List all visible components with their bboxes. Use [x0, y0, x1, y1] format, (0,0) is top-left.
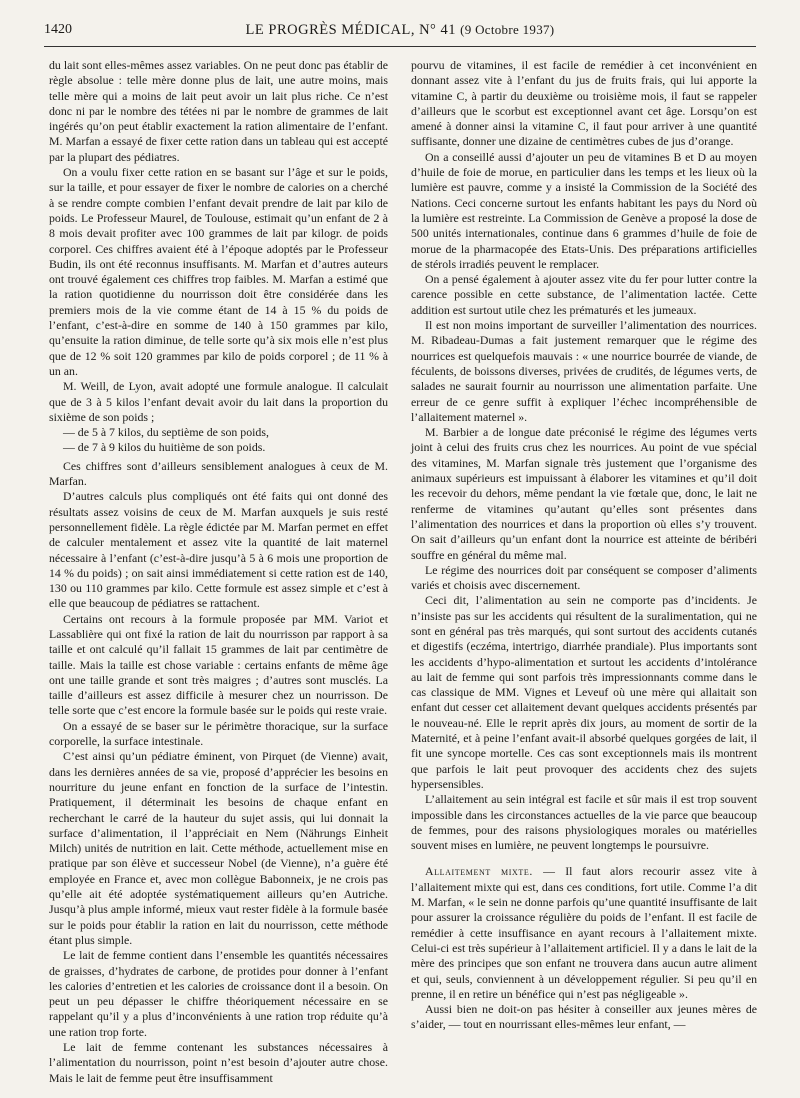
left-column [49, 58, 388, 1086]
running-title [44, 22, 756, 39]
paragraph: M. Weill, de Lyon, avait adopté une formule analogue. Il calculait que de 3 à 5 kilos l’enfant devait avoir du lait dans la proportion du sixième de son poids ; [49, 379, 388, 424]
paragraph: Le régime des nourrices doit par conséquent se composer d’aliments variés et choisis avec discernement. [411, 562, 757, 593]
journal-title: LE PROGRÈS MÉDICAL, N° 41 [245, 22, 456, 38]
paragraph: Le lait de femme contient dans l’ensemble les quantités nécessaires de graisses, d’hydrates de carbone, de protides pour donner à l’enfant les calories d’entretien et les calories de croissance dont il a besoin. On peut un peu dépasser le chiffre théoriquement nécessaire en se rappelant qu’il y a plus d’inconvénients à une ration trop réduite qu’à une ration trop forte. [49, 948, 388, 1039]
dash-item: — de 5 à 7 kilos, du septième de son poids, [63, 425, 269, 440]
section-text: Il faut alors recourir assez vite à l’allaitement mixte qui est, dans ces conditions, fort utile. Comme l’a dit M. Marfan, « le sein ne donne parfois qu’une quantité insuffisante de lait pour assurer la croissance régulière du poids de l’enfant. Il est facile de remédier à cette insuffisance en ayant recours à l’allaitement mixte. Celui-ci est très supérieur à l’allaitement artificiel. Il y a dans le lait de la mère des principes que son enfant ne trouvera dans aucun autre aliment et qui, seuls, conviennent à un développement régulier. Si peu qu’il en prenne, il en retire un bénéfice qui n’est pas négligeable ». [411, 864, 758, 1001]
paragraph: On a conseillé aussi d’ajouter un peu de vitamines B et D au moyen d’huile de foie de morue, en particulier dans les temps et les lieux où la lumière est pauvre, comme y a insisté la Commission de la Société des Nations. Ceci concerne surtout les enfants habitant les pays du Nord où la lumière est restreinte. La Commission de Genève a proposé la dose de 500 unités internationales, continue dans 6 grammes d’huile de foie de morue de la pharmacopée des Etats-Unis. Des préparations artificielles de stérols irradiés peuvent le remplacer. [411, 149, 757, 271]
paragraph: Le lait de femme contenant les substances nécessaires à l’alimentation du nourrisson, point n’est besoin d’ajouter autre chose. Mais le lait de femme peut être insuffisamment [49, 1040, 388, 1085]
issue-date: (9 Octobre 1937) [460, 22, 555, 37]
dash-item: — de 7 à 9 kilos du huitième de son poids. [63, 440, 266, 455]
paragraph: On a voulu fixer cette ration en se basant sur l’âge et sur le poids, sur la taille, et pour essayer de fixer le nombre de calories on a cherché à se rendre compte combien l’enfant devait prendre de lait par kilo de poids. Le Professeur Maurel, de Toulouse, estimait qu’un enfant de 2 à 8 mois devait profiter avec 100 grammes de lait par kilogr. de poids corporel. Ces chiffres avaient été à l’époque adoptés par le Professeur Budin, ils ont été reconnus insuffisants. M. Marfan et d’autres auteurs ont trouvé également ces chiffres trop faibles. M. Marfan a estimé que la ration quotidienne du nourrisson doit être considérée dans les premiers mois de la vie comme étant de 14 à 15 % du poids de l’enfant, c’est-à-dire en somme de 140 à 150 grammes par kilo, qu’ensuite la ration diminue, de telle sorte qu’à six mois elle n’est plus que de 12 % soit 120 grammes par kilo de poids corporel ; de 11 % à un an. [49, 165, 388, 378]
paragraph: D’autres calculs plus compliqués ont été faits qui ont donné des résultats assez voisins de ceux de M. Marfan auxquels je suis resté personnellement fidèle. La règle édictée par M. Marfan permet en effet de calculer mentalement et assez vite la quantité de lait maternel nécessaire à l’enfant (c’est-à-dire jusqu’à 5 à 6 mois une proportion de 14 % du poids) ; on sait ainsi immédiatement si cette ration est de 140, 130 ou 110 grammes par kilo. Cette formule est assez simple et c’est à elle que beaucoup de pédiatres se rattachent. [49, 489, 388, 611]
paragraph: pourvu de vitamines, il est facile de remédier à cet inconvénient en donnant assez vite à l’enfant du jus de fruits frais, qui lui apporte la vitamine C, à partir du deuxième ou troisième mois, il faut se rappeler d’ailleurs que le scorbut est exceptionnel avant cet âge. Lorsqu’on est amené à donner ainsi la vitamine C, il faut pour arriver à une quantité suffisante, donner une dizaine de centimètres cubes de jus d’orange. [411, 58, 757, 149]
paragraph: Il est non moins important de surveiller l’alimentation des nourrices. M. Ribadeau-Dumas a fait justement remarquer que le régime des nourrices est quelquefois mauvais : « une nourrice bourrée de viande, de féculents, de boissons diverses, privées de crudités, de légumes verts, de salades ne saurait fournir au nourrisson une alimentation parfaite. Une erreur de ce genre suffit à expliquer l’échec incompréhensible de l’allaitement maternel ». [411, 318, 757, 424]
paragraph: C’est ainsi qu’un pédiatre éminent, von Pirquet (de Vienne) avait, dans les dernières années de sa vie, proposé d’apprécier les besoins en nourriture du jeune enfant en fonction de la surface de l’intestin. Pratiquement, il déterminait les besoins de chaque enfant en recherchant le carré de la hauteur du sujet assis, qui lui donnait la surface d’alimentation, il l’appréciait en Nem (Nährungs Einheit Milch) unités de nutrition en lait. Cette méthode, actuellement mise en pratique par son élève et successeur Nobel (de Vienne), n’a guère été employée en France et, avec mon collègue Babonneix, je ne crois pas qu’elle ait été adoptée systématiquement ailleurs qu’en Autriche. Jusqu’à plus ample informé, mieux vaut rester fidèle à la formule basée sur le poids pour établir la ration en lait du nourrisson, cette méthode étant plus simple. [49, 749, 388, 947]
paragraph: du lait sont elles-mêmes assez variables. On ne peut donc pas établir de règle absolue : telle mère donne plus de lait, une autre moins, mais telle mère qui a moins de lait peut avoir un lait plus riche. Ce n’est donc ni par le nombre des tétées ni par le nombre de grammes de lait ingérés qu’on peut établir exactement la ration alimentaire de l’enfant. M. Marfan a essayé de fixer cette ration dans un tableau qui est accepté par la plupart des pédiatres. [49, 58, 388, 164]
paragraph: Certains ont recours à la formule proposée par MM. Variot et Lassablière qui ont fixé la ration de lait du nourrisson par rapport à sa taille et ont calculé qu’il fallait 15 grammes de lait par centimètre de taille. Mais la taille est chose variable : certains enfants de même âge ont une taille grande et sont très maigres ; d’autres sont musclés. La taille d’ailleurs est assez difficile à mesurer chez un nourrisson. De telle sorte que c’est encore la formule basée sur le poids qui reste vraie. [49, 611, 388, 718]
paragraph: On a essayé de se baser sur le périmètre thoracique, sur la surface corporelle, la surface intestinale. [49, 718, 388, 749]
paragraph: Ces chiffres sont d’ailleurs sensiblement analogues à ceux de M. Marfan. [49, 458, 388, 489]
right-column [411, 58, 757, 1033]
section-paragraph [411, 864, 757, 1002]
paragraph: On a pensé également à ajouter assez vite du fer pour lutter contre la carence possible en cette substance, de l’alimentation lactée. Cette addition est surtout utile chez les prématurés et les jumeaux. [411, 272, 757, 317]
header-rule [44, 46, 756, 47]
section-heading: Allaitement mixte. — [425, 864, 556, 879]
paragraph: Aussi bien ne doit-on pas hésiter à conseiller aux jeunes mères de s’aider, — tout en nourrissant elles-mêmes leur enfant, — [411, 1002, 757, 1032]
paragraph: L’allaitement au sein intégral est facile et sûr mais il est trop souvent impossible dans les circonstances actuelles de la vie parce que beaucoup de femmes, pour des raisons physiologiques morales ou matérielles souvent mises en lumière, ne peuvent longtemps le poursuivre. [411, 792, 757, 853]
paragraph: M. Barbier a de longue date préconisé le régime des légumes verts joint à celui des fruits crus chez les nourrices. Au point de vue spécial des vitamines, M. Marfan signale très justement que l’organisme des animaux supérieurs est impuissant à élaborer les vitamines et qu’il doit les recevoir du dehors, même pendant la vie fœtale que, donc, le lait ne renferme de vitamines qu’autant qu’elles sont présentes dans l’alimentation des nourrices et dans la proportion où elles s’y trouvent. On sait d’ailleurs qu’un enfant dont la nourrice est atteinte de béribéri souffre en général du même mal. [411, 425, 757, 562]
page-number: 1420 [44, 22, 72, 37]
page-header [44, 22, 756, 44]
paragraph: Ceci dit, l’alimentation au sein ne comporte pas d’incidents. Je n’insiste pas sur les accidents qui résultent de la suralimentation, qui ne sont en général pas très marqués, qui sont surtout des accidents cutanés et digestifs (eczéma, intertrigo, diarrhée prandiale). Plus importants sont les accidents d’hypo-alimentation et surtout les accidents d’intolérance au lait de femme qui sont parfois très impressionnants comme dans le cas classique de MM. Vignes et Leveuf où une mère qui allaitait son enfant dut cesser cet allaitement devant quelques accidents présentés par le nouveau-né. Elle le reprit après dix jours, au moment de sortir de la Maternité, et à peine l’enfant avait-il absorbé quelques gorgées de lait, il fit une syncope mortelle. Ces cas sont exceptionnels mais ils montrent que parfois le lait peut provoquer des accidents chez des sujets hypersensibles. [411, 593, 757, 791]
